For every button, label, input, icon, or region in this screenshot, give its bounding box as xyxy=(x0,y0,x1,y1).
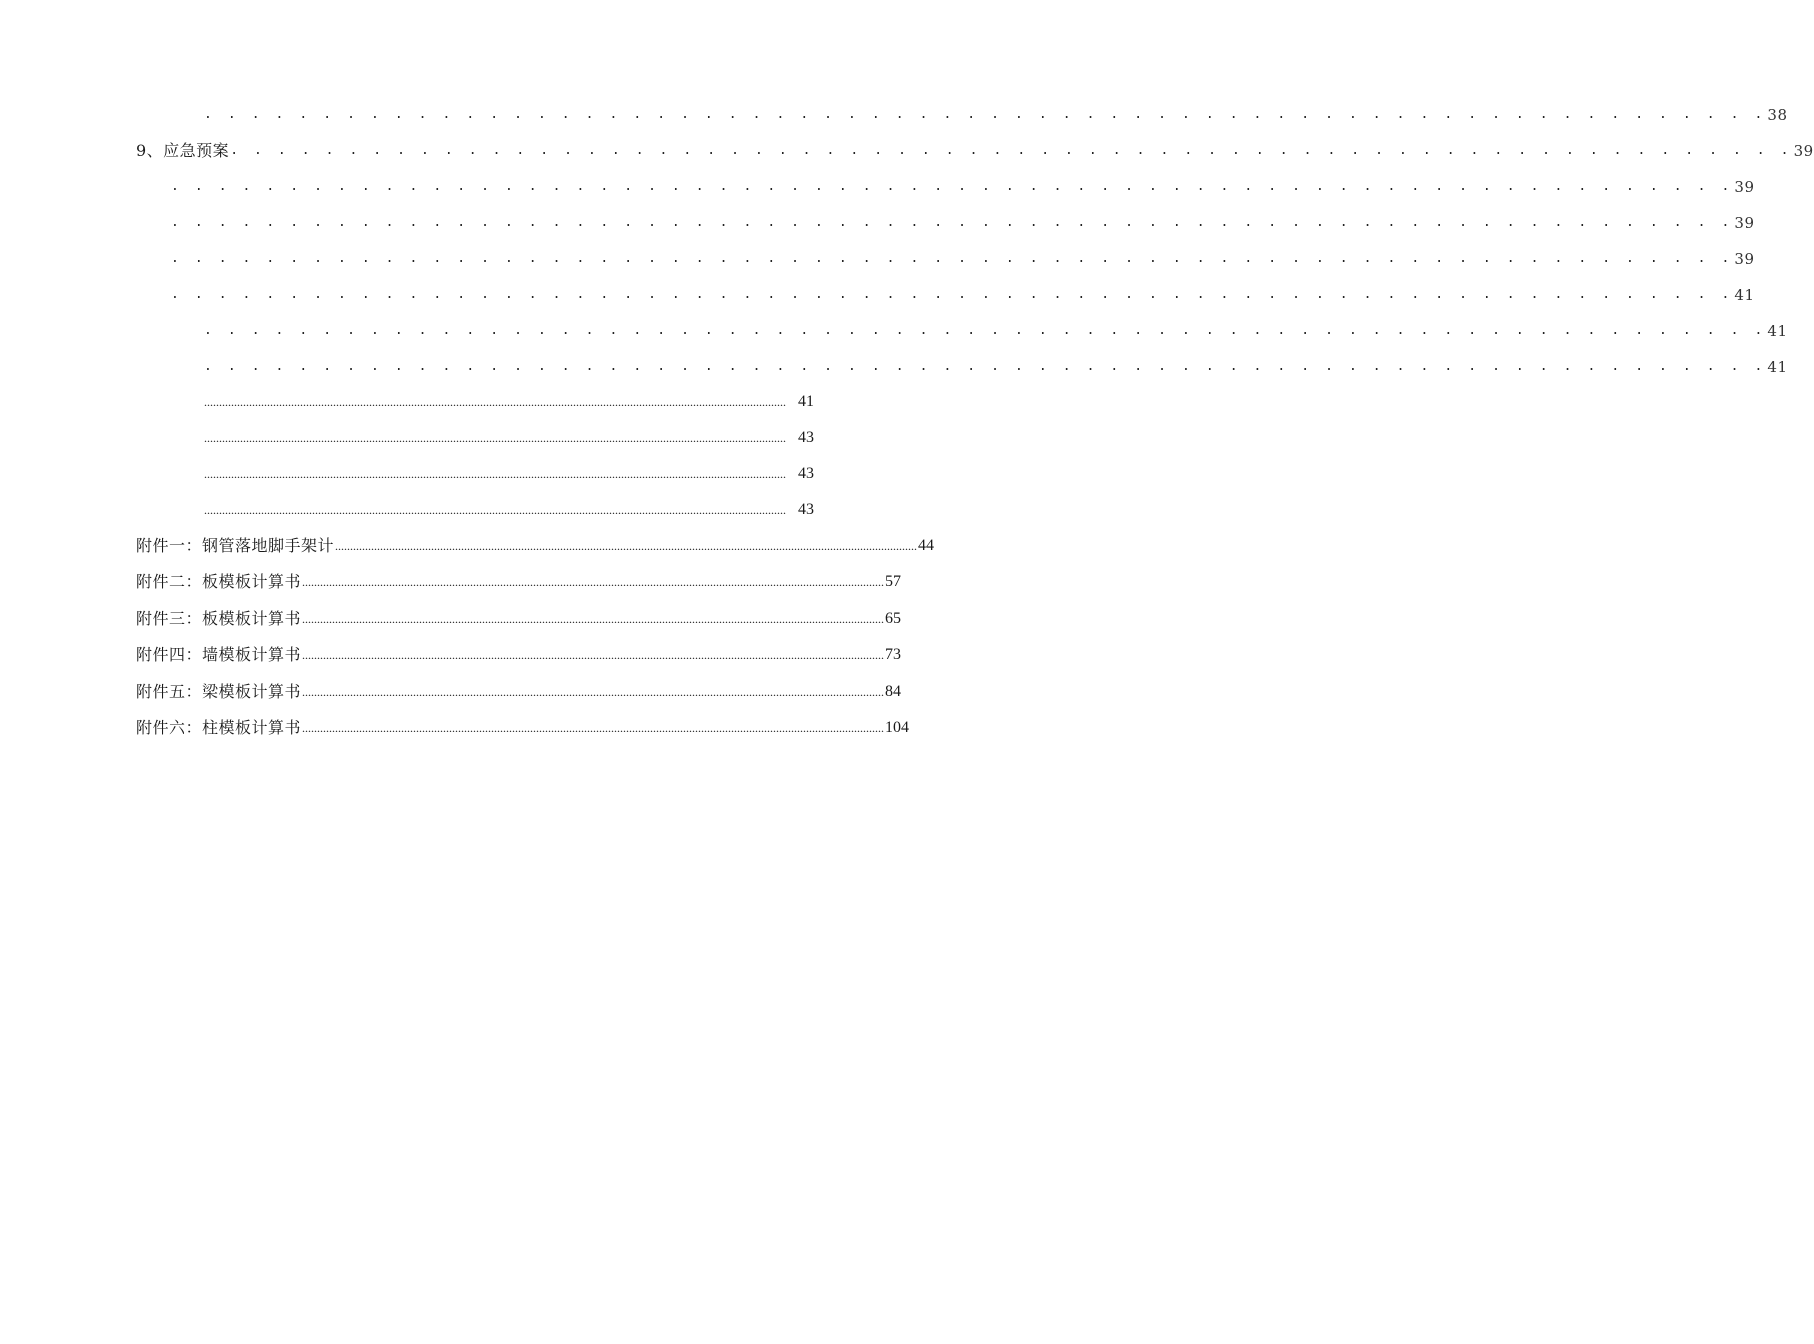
toc-entry-title: 附件三：板模板计算书 xyxy=(136,609,302,628)
toc-leader-dots: .................................................................................................................................................................................................. xyxy=(302,648,885,662)
toc-entry[interactable] xyxy=(203,423,814,447)
toc-page-number: 43 xyxy=(798,465,814,482)
toc-page-number: 43 xyxy=(798,501,814,518)
toc-entry[interactable] xyxy=(136,567,902,591)
toc-leader-dots: .................................................................................................................................................................................................. xyxy=(302,575,885,589)
toc-entry-title: 附件五：梁模板计算书 xyxy=(136,682,302,701)
toc-entry-title: 附件二：板模板计算书 xyxy=(136,572,302,591)
toc-page-number: 84 xyxy=(885,683,902,700)
toc-entry-title: 附件六：柱模板计算书 xyxy=(136,718,302,737)
toc-leader-dots: .................................................................................................................................................................................................. xyxy=(204,503,786,517)
toc-leader-dots: . . . . . . . . . . . . . . . . . . . . . . . . . . . . . . . . . . . . . . . . . . . . . . . . . . . . . . . . . . . . . . . . . . xyxy=(171,287,1734,302)
toc-page-number: 73 xyxy=(885,646,902,663)
toc-entry[interactable] xyxy=(203,316,1788,340)
toc-page-number: 43 xyxy=(798,429,814,446)
toc-page-number: 39 xyxy=(1734,178,1755,196)
toc-page-number: 65 xyxy=(885,610,902,627)
toc-leader-dots: .................................................................................................................................................................................................. xyxy=(302,685,885,699)
toc-entry[interactable] xyxy=(136,136,1814,160)
toc-leader-dots: .................................................................................................................................................................................................. xyxy=(204,431,786,445)
toc-leader-dots: . . . . . . . . . . . . . . . . . . . . . . . . . . . . . . . . . . . . . . . . . . . . . . . . . . . . . . . . . . . . . . . . . . xyxy=(171,179,1734,194)
toc-entry[interactable] xyxy=(136,531,935,555)
toc-leader-dots: .................................................................................................................................................................................................. xyxy=(204,467,786,481)
toc-leader-dots: . . . . . . . . . . . . . . . . . . . . . . . . . . . . . . . . . . . . . . . . . . . . . . . . . . . . . . . . . . . . . . . . . . xyxy=(171,251,1734,266)
toc-leader-dots: . . . . . . . . . . . . . . . . . . . . . . . . . . . . . . . . . . . . . . . . . . . . . . . . . . . . . . . . . . . . . . . . . . xyxy=(204,323,1767,338)
toc-page-number: 39 xyxy=(1734,214,1755,232)
toc-entry[interactable] xyxy=(136,677,902,701)
toc-leader-dots: .................................................................................................................................................................................................. xyxy=(302,612,885,626)
toc-page-number: 39 xyxy=(1793,142,1814,160)
toc-page-number: 38 xyxy=(1767,106,1788,124)
toc-entry[interactable] xyxy=(136,604,902,628)
toc-entry[interactable] xyxy=(170,244,1755,268)
toc-entry[interactable] xyxy=(136,713,910,737)
toc-page-number: 41 xyxy=(1767,358,1788,376)
toc-entry[interactable] xyxy=(170,172,1755,196)
toc-entry[interactable] xyxy=(136,640,902,664)
toc-page-number: 44 xyxy=(918,537,935,554)
toc-leader-dots: .................................................................................................................................................................................................. xyxy=(302,721,885,735)
toc-entry[interactable] xyxy=(170,280,1755,304)
toc-page-number: 41 xyxy=(1767,322,1788,340)
toc-entry-title: 附件一：钢管落地脚手架计 xyxy=(136,536,335,555)
toc-leader-dots: . . . . . . . . . . . . . . . . . . . . . . . . . . . . . . . . . . . . . . . . . . . . . . . . . . . . . . . . . . . . . . . . . . xyxy=(204,107,1767,122)
toc-entry-title: 附件四：墙模板计算书 xyxy=(136,645,302,664)
toc-page-number: 57 xyxy=(885,573,902,590)
toc-entry[interactable] xyxy=(203,352,1788,376)
toc-entry[interactable] xyxy=(203,100,1788,124)
toc-entry[interactable] xyxy=(203,495,814,519)
toc-leader-dots: . . . . . . . . . . . . . . . . . . . . . . . . . . . . . . . . . . . . . . . . . . . . . . . . . . . . . . . . . . . . . . . . . . xyxy=(230,143,1793,158)
toc-leader-dots: .................................................................................................................................................................................................. xyxy=(204,395,786,409)
toc-page-number: 41 xyxy=(798,393,814,410)
toc-entry[interactable] xyxy=(203,387,814,411)
toc-leader-dots: . . . . . . . . . . . . . . . . . . . . . . . . . . . . . . . . . . . . . . . . . . . . . . . . . . . . . . . . . . . . . . . . . . xyxy=(204,359,1767,374)
toc-page-number: 104 xyxy=(885,719,910,736)
toc-entry[interactable] xyxy=(170,208,1755,232)
toc-entry[interactable] xyxy=(203,459,814,483)
toc-entry-title: 9、应急预案 xyxy=(136,141,230,160)
toc-page-number: 41 xyxy=(1734,286,1755,304)
toc-leader-dots: .................................................................................................................................................................................................. xyxy=(335,539,918,553)
toc-page-number: 39 xyxy=(1734,250,1755,268)
toc-leader-dots: . . . . . . . . . . . . . . . . . . . . . . . . . . . . . . . . . . . . . . . . . . . . . . . . . . . . . . . . . . . . . . . . . . xyxy=(171,215,1734,230)
